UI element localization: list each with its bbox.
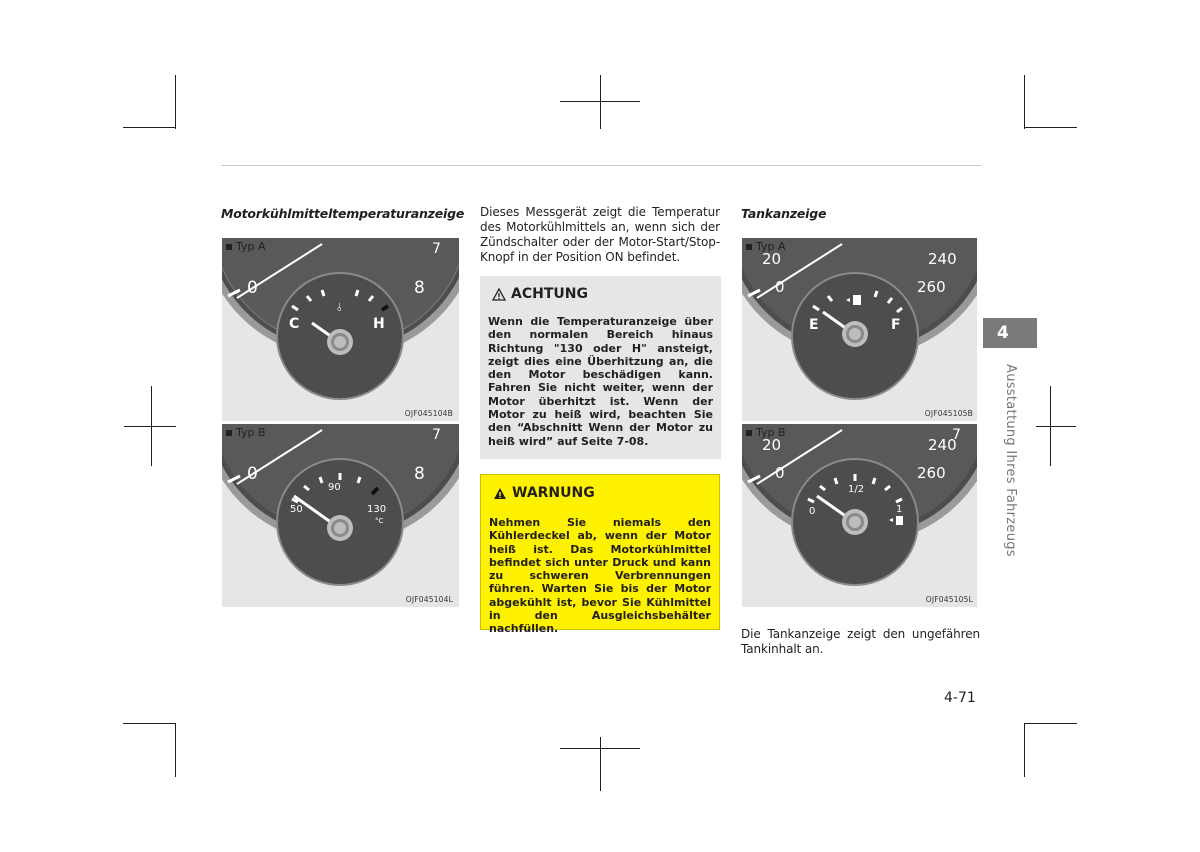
crop-mark (1036, 426, 1076, 427)
scale-half-label: 1/2 (848, 484, 865, 495)
speed-left-number: 0 (775, 278, 785, 296)
warning-title: WARNUNG (493, 485, 595, 501)
caution-triangle-icon (492, 288, 506, 301)
crop-mark (560, 101, 640, 102)
coolant-heading: Motorkühlmitteltemperaturanzeige (221, 206, 465, 221)
chapter-number-tab: 4 (983, 318, 1037, 348)
crop-mark (600, 737, 601, 791)
type-b-label: Typ B (226, 426, 266, 439)
crop-mark (124, 426, 176, 427)
crop-mark (1024, 723, 1025, 777)
crop-mark (175, 75, 176, 129)
gauge-low-label: C (289, 316, 300, 332)
svg-text:⫰: ⫰ (337, 301, 342, 314)
chapter-title: Ausstattung Ihres Fahrzeugs (1003, 364, 1018, 557)
type-a-label: Typ A (746, 240, 786, 253)
svg-text:7: 7 (432, 427, 441, 443)
speed-right-number-2: 260 (917, 464, 946, 482)
scale-high-label: 130 (367, 504, 387, 515)
crop-mark (123, 127, 176, 128)
caution-box (480, 276, 721, 459)
caution-title: ACHTUNG (492, 286, 588, 302)
speed-top-left-number: 20 (762, 436, 782, 454)
scale-mid-label: 90 (328, 482, 341, 493)
crop-mark (1024, 723, 1077, 724)
speed-left-number: 0 (775, 464, 785, 482)
crop-mark (1024, 75, 1025, 129)
crop-mark (600, 75, 601, 129)
type-b-label: Typ B (746, 426, 786, 439)
svg-text:7: 7 (952, 427, 961, 443)
warning-box (480, 474, 720, 636)
svg-text:7: 7 (432, 241, 441, 257)
fuel-figure-type-b (742, 424, 977, 607)
fuel-description-text: Die Tankanzeige zeigt den ungefähren Tankinhalt an. (741, 627, 980, 656)
warning-text: Nehmen Sie niemals den Kühlerdeckel ab, wenn der Motor heiß ist. Das Motorkühlmittel befindet sich unter Druck und kann zu schweren Verbrennungen führen. Warten Sie bis der Motor abgekühlt ist, bevor Sie Kühlmittel in den Ausgleichsbehälter nachfüllen. (489, 516, 711, 636)
coolant-intro-text: Dieses Messgerät zeigt die Temperatur des Motorkühlmittels an, wenn sich der Zündschalter oder der Motor-Start/Stop-Knopf in der Position ON befindet. (480, 205, 720, 264)
coolant-figure-type-b (222, 424, 459, 607)
coolant-gauge-a-svg (222, 238, 459, 421)
fuel-heading: Tankanzeige (741, 206, 827, 221)
header-rule (221, 165, 981, 166)
scale-empty-label: 0 (809, 506, 816, 517)
crop-mark (175, 723, 176, 777)
caution-text: Wenn die Temperaturanzeige über den normalen Bereich hinaus Richtung "130 oder H" ansteigt, zeigt dies eine Überhitzung an, die den Motor beschädigen kann. Fahren Sie nicht weiter, wenn der Motor überhitzt ist. Wenn der Motor zu heiß wird, beachten Sie den “Abschnitt Wenn der Motor zu heiß wird” auf Seite 7-08. (488, 315, 713, 448)
figure-code: OJF045105B (924, 409, 973, 418)
crop-mark (560, 748, 640, 749)
page-number: 4-71 (944, 690, 976, 706)
scale-low-label: 50 (290, 504, 303, 515)
gauge-full-label: F (891, 317, 901, 333)
speed-right-number-1: 240 (928, 436, 957, 454)
fuel-figure-type-a (742, 238, 977, 421)
gauge-high-label: H (373, 316, 385, 332)
gauge-empty-label: E (809, 317, 819, 333)
type-a-label: Typ A (226, 240, 266, 253)
speed-right-number-1: 240 (928, 250, 957, 268)
celsius-unit: °C (375, 517, 384, 525)
dial-left-number: 0 (247, 278, 258, 298)
dial-right-number: 8 (414, 464, 425, 484)
scale-full-label: 1 (896, 504, 903, 515)
warning-triangle-icon (493, 487, 507, 500)
crop-mark (1024, 127, 1077, 128)
speed-top-left-number: 20 (762, 250, 782, 268)
dial-right-number: 8 (414, 278, 425, 298)
coolant-figure-type-a (222, 238, 459, 421)
crop-mark (123, 723, 176, 724)
figure-code: OJF045105L (925, 595, 973, 604)
dial-left-number: 0 (247, 464, 258, 484)
speed-right-number-2: 260 (917, 278, 946, 296)
figure-code: OJF045104L (405, 595, 453, 604)
coolant-gauge-b-svg (222, 424, 459, 607)
figure-code: OJF045104B (404, 409, 453, 418)
